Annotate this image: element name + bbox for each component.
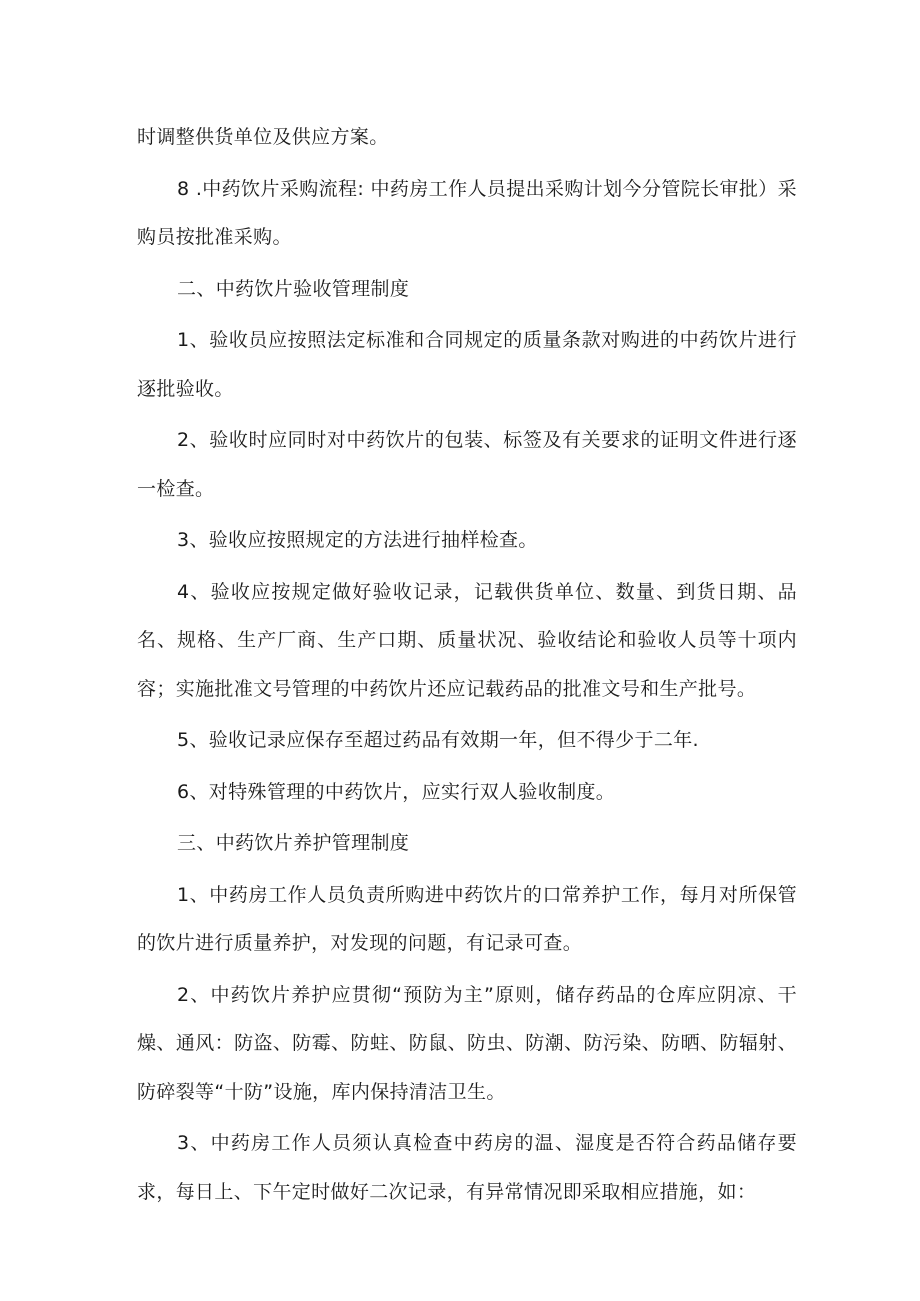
paragraph-acceptance-6: 6、对特殊管理的中药饮片，应实行双人验收制度。 [177,780,616,803]
paragraph-acceptance-4: 4、验收应按规定做好验收记录，记载供货单位、数量、到货日期、品名、规格、生产厂商、生产口期、质量状况、验收结论和验收人员等十项内容；实施批准文号管理的中药饮片还应记载药品的批准文号和生产批号。 [137,580,797,700]
paragraph-acceptance-2: 2、验收时应同时对中药饮片的包装、标签及有关要求的证明文件进行逐一检查。 [137,429,797,500]
paragraph-acceptance-1: 1、验收员应按照法定标准和合同规定的质量条款对购进的中药饮片进行逐批验收。 [137,329,797,400]
paragraph-acceptance-5: 5、验收记录应保存至超过药品有效期一年，但不得少于二年. [177,729,699,751]
section-heading-acceptance: 二、中药饮片验收管理制度 [177,277,410,300]
paragraph-maintenance-1: 1、中药房工作人员负责所购进中药饮片的口常养护工作，每月对所保管的饮片进行质量养护，对发现的问题，有记录可查。 [137,883,797,954]
paragraph-maintenance-3: 3、中药房工作人员须认真检查中药房的温、湿度是否符合药品储存要求，每日上、下午定时做好二次记录，有异常情况即采取相应措施，如： [137,1132,797,1203]
paragraph-acceptance-3: 3、验收应按照规定的方法进行抽样检查。 [177,529,538,551]
paragraph-procurement-process: 8 .中药饮片采购流程: 中药房工作人员提出采购计划今分管院长审批）采购员按批准采购。 [137,177,797,248]
paragraph-maintenance-2: 2、中药饮片养护应贯彻“预防为主”原则，储存药品的仓库应阴凉、干燥、通风：防盗、防霉、防蛀、防鼠、防虫、防潮、防污染、防晒、防辐射、防碎裂等“十防”设施，库内保持清洁卫生。 [137,983,797,1103]
section-heading-maintenance: 三、中药饮片养护管理制度 [177,832,410,854]
paragraph-continuation: 时调整供货单位及供应方案。 [137,126,389,148]
document-body [137,113,797,1219]
